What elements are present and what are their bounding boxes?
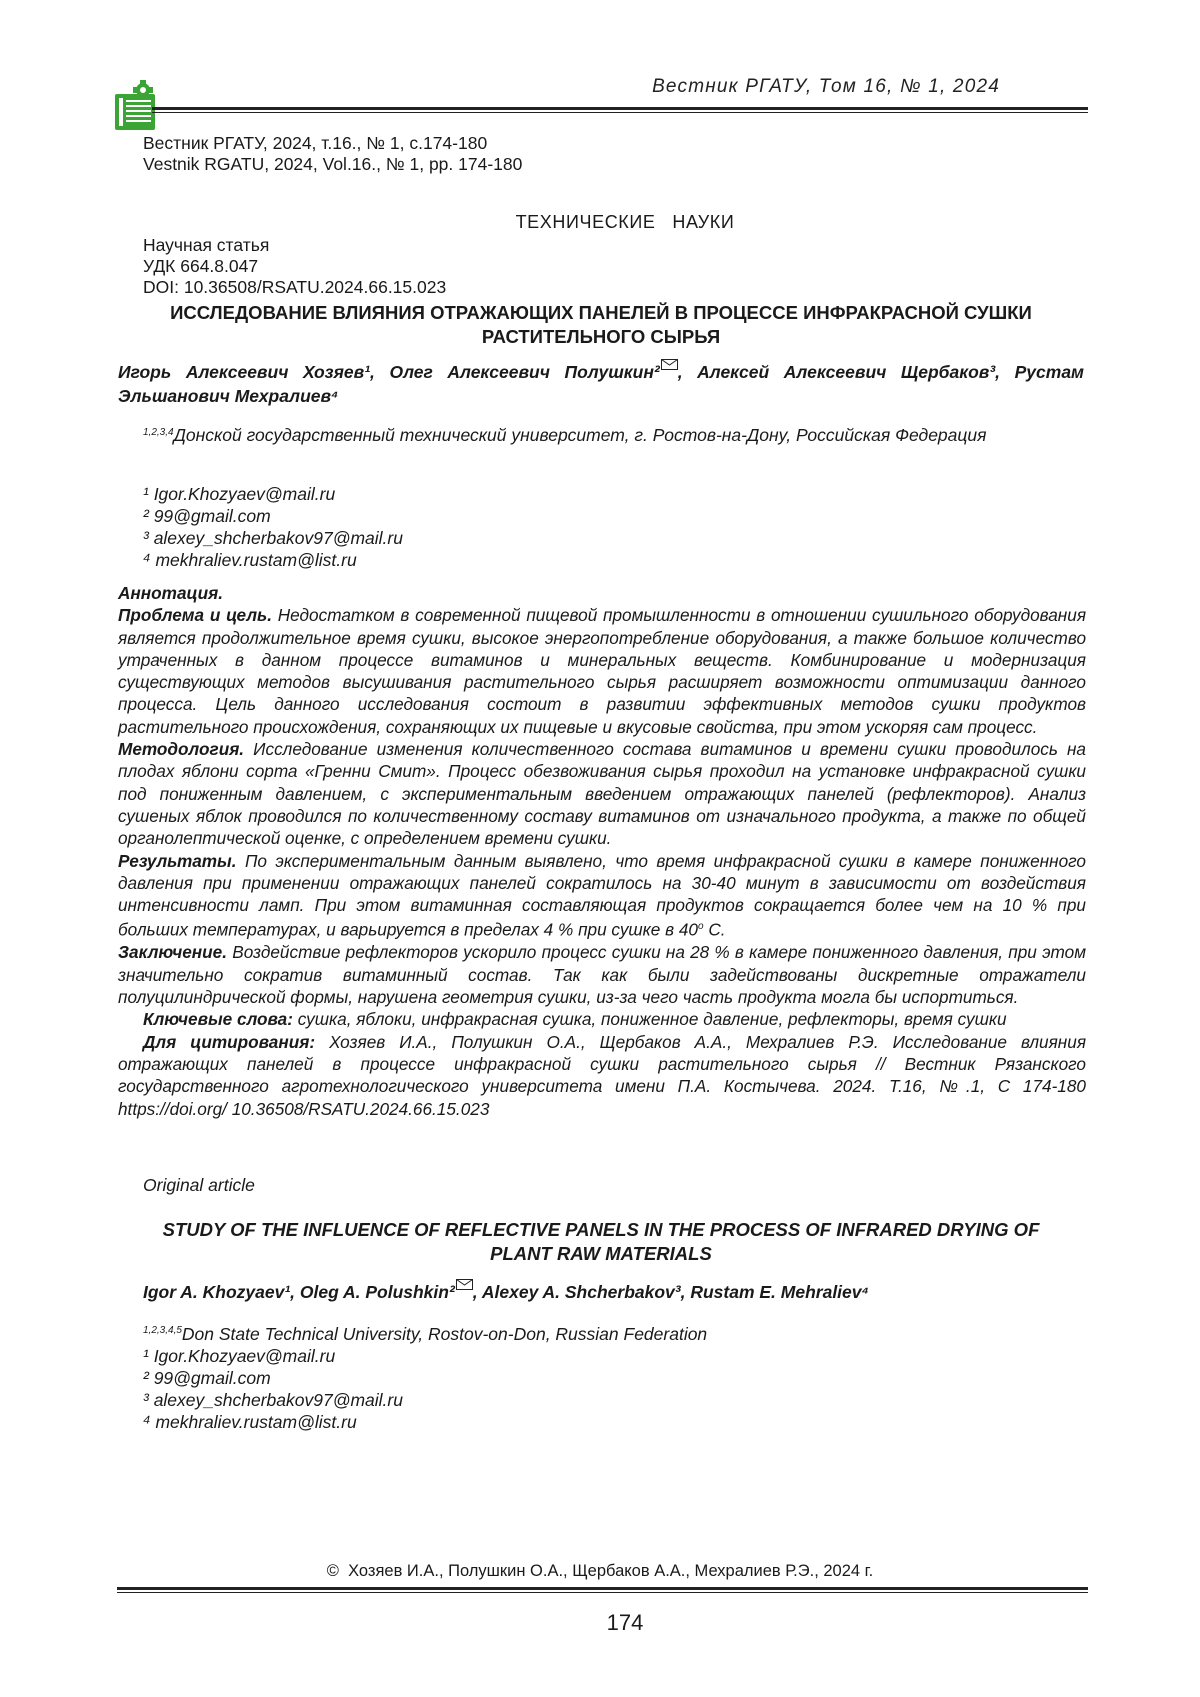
envelope-icon xyxy=(456,1279,473,1290)
article-meta xyxy=(143,235,446,298)
article-type: Научная статья xyxy=(143,235,270,255)
email-1: ¹ Igor.Khozyaev@mail.ru xyxy=(143,484,336,504)
en-email-3: ³ alexey_shcherbakov97@mail.ru xyxy=(143,1389,403,1410)
en-title-line-2: PLANT RAW MATERIALS xyxy=(490,1243,712,1264)
en-affiliation: $^{1,2,3,4,5}$Don State Technical University, Rostov-on-Don, Russian Federation xyxy=(143,1323,708,1344)
email-2: ² 99@gmail.com xyxy=(143,506,271,526)
email-3: ³ alexey_shcherbakov97@mail.ru xyxy=(143,528,403,548)
udk: УДК 664.8.047 xyxy=(143,256,259,276)
ru-title-line-2: РАСТИТЕЛЬНОГО СЫРЬЯ xyxy=(481,326,721,347)
en-email-1: ¹ Igor.Khozyaev@mail.ru xyxy=(143,1345,336,1366)
problem-paragraph: Проблема и цель. Недостатком в современной пищевой промышленности в отношении сушильного оборудования является продолжительное время сушки, высокое энергопотребление оборудования, а также большое количество утраченных в данном процессе витаминов и минеральных веществ. Комбинирование и модернизация существующих методов высушивания растительного сырья расширяет возможности оптимизации данного процесса. Цель данного исследования состоит в развитии эффективных методов сушки продуктов растительного происхождения, сохраняющих их пищевые и вкусовые свойства, при этом ускоряя сам процесс. xyxy=(118,605,1086,737)
journal-running-title: Вестник РГАТУ, Том 16, № 1, 2024 xyxy=(652,76,1000,97)
results-paragraph: Результаты. По экспериментальным данным выявлено, что время инфракрасной сушки в камере пониженного давления при применении отражающих панелей сократилось на 30-40 минут в зависимости от воздействия интенсивности ламп. При этом витаминная составляющая продуктов сокращается более чем на 10 % при больших температурах, и варьируется в пределах 4 % при сушке в $40^о$ С. xyxy=(118,850,1086,941)
footer-rule xyxy=(117,1587,1088,1590)
ru-affiliation: $^{1,2,3,4}$Донской государственный технический университет, г. Ростов-на-Дону, Российская Федерация xyxy=(143,425,987,445)
email-4: ⁴ mekhraliev.rustam@list.ru xyxy=(143,550,357,570)
en-email-2: ² 99@gmail.com xyxy=(143,1367,271,1388)
en-email-4: ⁴ mekhraliev.rustam@list.ru xyxy=(143,1411,357,1432)
en-authors: Igor A. Khozyaev¹, Oleg A. Polushkin² , Alexey A. Shcherbakov³, Rustam E. Mehraliev⁴ xyxy=(143,1279,1083,1304)
method-paragraph: Методология. Исследование изменения количественного состава витаминов и времени сушки проводилось на плодах яблони сорта «Гренни Смит». Процесс обезвоживания сырья проходил на установке инфракрасной сушки под пониженным давлением, с экспериментальным введением отражающих панелей (рефлекторов). Анализ сушеных яблок проводился по количественному составу витаминов от изначального продукта, а также по общей органолептической оценке, с определением времени сушки. xyxy=(118,739,1086,849)
ru-title-line-1: ИССЛЕДОВАНИЕ ВЛИЯНИЯ ОТРАЖАЮЩИХ ПАНЕЛЕЙ В ПРОЦЕССЕ ИНФРАКРАСНОЙ СУШКИ xyxy=(170,302,1032,323)
en-article-type: Original article xyxy=(143,1175,255,1195)
citation-line-ru: Вестник РГАТУ, 2024, т.16., № 1, с.174-180 xyxy=(143,133,488,153)
en-title xyxy=(118,1218,1084,1266)
footer-rule-thin xyxy=(117,1592,1088,1593)
header-rule xyxy=(152,107,1088,110)
copyright-line: © Хозяев И.А., Полушкин О.А., Щербаков А.А., Мехралиев Р.Э., 2024 г. xyxy=(326,1562,874,1580)
citation-paragraph: Для цитирования: Хозяев И.А., Полушкин О.А., Щербаков А.А., Мехралиев Р.Э. Исследование влияния отражающих панелей в процессе инфракрасной сушки растительного сырья // Вестник Рязанского государственного агротехнологического университета имени П.А. Костычева. 2024. Т.16, №.1, С 174-180 https://doi.org/ 10.36508/RSATU.2024.66.15.023 xyxy=(118,1031,1086,1119)
citation-block xyxy=(143,133,522,175)
keywords-paragraph: Ключевые слова: сушка, яблоки, инфракрасная сушка, пониженное давление, рефлекторы, время сушки xyxy=(143,1009,1007,1030)
page-number: 174 xyxy=(606,1610,644,1635)
journal-logo-icon xyxy=(113,80,157,136)
section-heading: ТЕХНИЧЕСКИЕ НАУКИ xyxy=(515,212,735,232)
ru-authors: Игорь Алексеевич Хозяев¹, Олег Алексеевич Полушкин² , Алексей Алексеевич Щербаков³, Рустам Эльшанович Мехралиев⁴ xyxy=(118,359,1084,408)
conclusion-paragraph: Заключение. Воздействие рефлекторов ускорило процесс сушки на 28 % в камере пониженного давления, при этом значительно сократив витаминный состав. Так как были задействованы дискретные отражатели полуцилиндрической формы, нарушена геометрия сушки, из-за чего часть продукта могла бы испортиться. xyxy=(118,942,1086,1008)
ru-title xyxy=(118,301,1084,349)
doi: DOI: 10.36508/RSATU.2024.66.15.023 xyxy=(143,277,447,297)
ru-abstract xyxy=(118,582,1086,1120)
en-affiliation-block xyxy=(143,1320,707,1433)
header-rule-thin xyxy=(152,112,1088,113)
envelope-icon xyxy=(661,359,678,370)
citation-line-en: Vestnik RGATU, 2024, Vol.16., № 1, pp. 174-180 xyxy=(143,154,523,174)
ru-emails xyxy=(143,483,403,571)
annotation-heading: Аннотация. xyxy=(118,583,224,603)
en-title-line-1: STUDY OF THE INFLUENCE OF REFLECTIVE PANELS IN THE PROCESS OF INFRARED DRYING OF xyxy=(162,1219,1040,1240)
